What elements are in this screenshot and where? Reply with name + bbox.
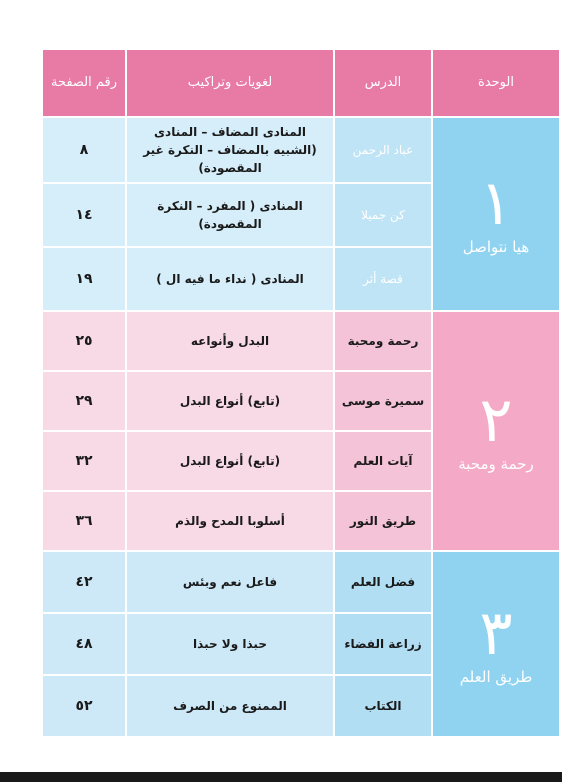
lesson-cell: كن جميلا xyxy=(334,183,432,247)
unit-3-cell xyxy=(432,551,560,737)
page-cell: ١٤ xyxy=(42,183,126,247)
linguistics-cell: المنادى ( نداء ما فيه ال ) xyxy=(126,247,334,311)
linguistics-cell: أسلوبا المدح والذم xyxy=(126,491,334,551)
page-cell: ٥٢ xyxy=(42,675,126,737)
header-page: رقم الصفحة xyxy=(42,49,126,117)
lesson-cell: آيات العلم xyxy=(334,431,432,491)
table-header-row xyxy=(42,49,560,117)
page-cell: ٨ xyxy=(42,117,126,183)
lesson-cell: رحمة ومحبة xyxy=(334,311,432,371)
lesson-cell: طريق النور xyxy=(334,491,432,551)
lesson-cell: قصة أثر xyxy=(334,247,432,311)
page-cell: ٢٩ xyxy=(42,371,126,431)
lesson-cell: سميرة موسى xyxy=(334,371,432,431)
lesson-cell: زراعة الفضاء xyxy=(334,613,432,675)
lesson-cell: عباد الرحمن xyxy=(334,117,432,183)
linguistics-cell: البدل وأنواعه xyxy=(126,311,334,371)
linguistics-cell: المنادى المضاف – المنادى (الشبيه بالمضاف – النكرة غير المقصودة) xyxy=(126,117,334,183)
table-row xyxy=(42,311,560,371)
page-cell: ٤٢ xyxy=(42,551,126,613)
linguistics-cell: حبذا ولا حبذا xyxy=(126,613,334,675)
unit-1-name: هيا نتواصل xyxy=(462,238,530,256)
linguistics-cell: (تابع) أنواع البدل xyxy=(126,431,334,491)
page-cell: ٢٥ xyxy=(42,311,126,371)
linguistics-cell: الممنوع من الصرف xyxy=(126,675,334,737)
bottom-bar xyxy=(0,772,562,782)
header-unit: الوحدة xyxy=(432,49,560,117)
page-cell: ٤٨ xyxy=(42,613,126,675)
linguistics-cell: فاعل نعم وبئس xyxy=(126,551,334,613)
unit-1-number: ١ xyxy=(479,166,513,239)
unit-3-number: ٣ xyxy=(479,596,513,669)
unit-2-cell xyxy=(432,311,560,551)
header-linguistics: لغويات وتراكيب xyxy=(126,49,334,117)
page-cell: ٣٦ xyxy=(42,491,126,551)
lesson-cell: الكتاب xyxy=(334,675,432,737)
unit-1-cell xyxy=(432,117,560,311)
linguistics-cell: المنادى ( المفرد – النكرة المقصودة) xyxy=(126,183,334,247)
table-row xyxy=(42,117,560,183)
unit-2-number: ٢ xyxy=(479,383,513,456)
unit-2-name: رحمة ومحبة xyxy=(458,455,534,473)
unit-3-name: طريق العلم xyxy=(459,668,533,686)
header-lesson: الدرس xyxy=(334,49,432,117)
page-cell: ٣٢ xyxy=(42,431,126,491)
contents-table-container xyxy=(41,48,534,718)
linguistics-cell: (تابع) أنواع البدل xyxy=(126,371,334,431)
page-cell: ١٩ xyxy=(42,247,126,311)
lesson-cell: فضل العلم xyxy=(334,551,432,613)
contents-table xyxy=(41,48,561,738)
table-row xyxy=(42,551,560,613)
